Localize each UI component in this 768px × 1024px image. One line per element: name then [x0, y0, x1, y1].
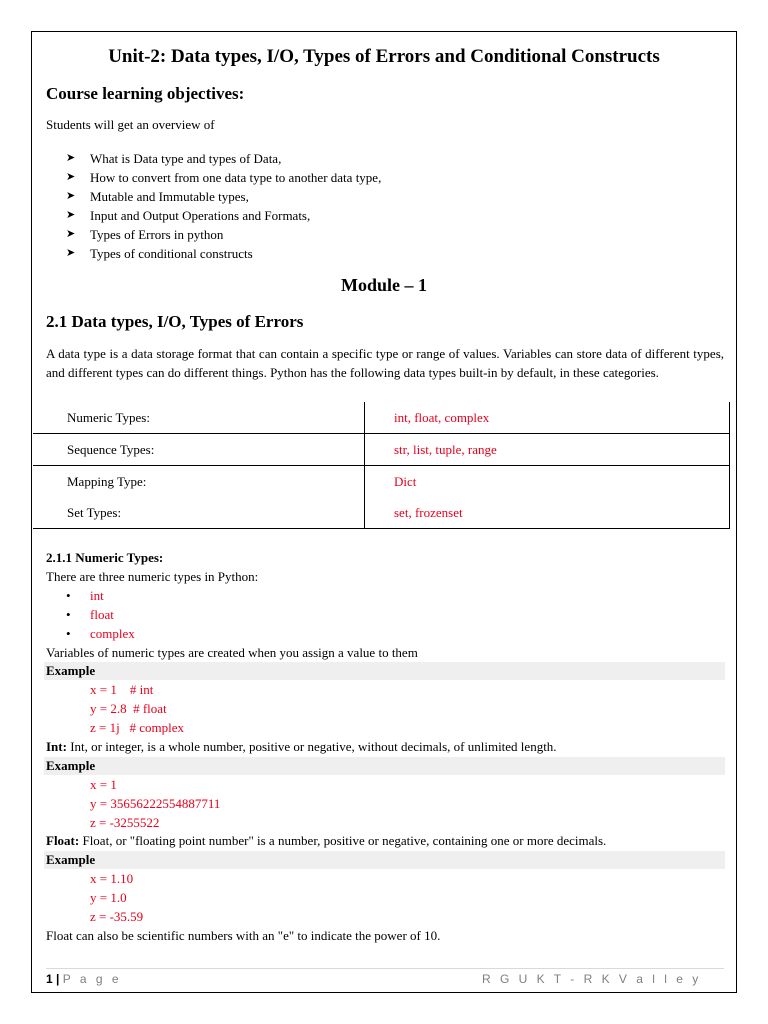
- document-title: Unit-2: Data types, I/O, Types of Errors and Conditional Constructs: [108, 46, 660, 67]
- list-item: ➤ Mutable and Immutable types,: [66, 189, 249, 204]
- objectives-heading: Course learning objectives:: [46, 84, 245, 103]
- code-line: z = 1j # complex: [90, 720, 184, 735]
- example-label: Example: [44, 662, 725, 680]
- numeric-created-text: Variables of numeric types are created when you assign a value to them: [46, 645, 418, 660]
- code-line: z = -35.59: [90, 909, 144, 924]
- table-row: [33, 466, 730, 498]
- int-description: Int: Int, or integer, is a whole number, positive or negative, without decimals, of unlimited length.: [46, 739, 557, 754]
- module-heading: Module – 1: [340, 275, 427, 295]
- table-cell-category: Mapping Type:: [67, 473, 147, 489]
- objectives-list: [66, 149, 381, 263]
- table-row: [33, 402, 730, 434]
- numeric-intro: There are three numeric types in Python:: [46, 569, 259, 584]
- footer-page-number: 1 | P a g e: [46, 972, 122, 986]
- arrow-bullet-icon: ➤: [66, 228, 76, 240]
- list-item: • int: [66, 588, 104, 603]
- table-row: [33, 497, 730, 529]
- scientific-note: Float can also be scientific numbers with an "e" to indicate the power of 10.: [46, 928, 441, 943]
- table-cell-types: str, list, tuple, range: [365, 434, 730, 466]
- objectives-intro: Students will get an overview of: [46, 117, 215, 132]
- list-item: ➤ Types of conditional constructs: [66, 246, 253, 261]
- table-cell-category: Set Types:: [33, 497, 365, 529]
- arrow-bullet-icon: ➤: [66, 152, 76, 164]
- arrow-bullet-icon: ➤: [66, 247, 76, 259]
- numeric-types-list: [66, 586, 135, 643]
- table-cell-category: Numeric Types:: [33, 402, 365, 434]
- arrow-bullet-icon: ➤: [66, 190, 76, 202]
- float-description: Float: Float, or "floating point number" is a number, positive or negative, containing one or more decimals.: [46, 833, 607, 848]
- table-row: [33, 434, 730, 466]
- list-item: • float: [66, 607, 114, 622]
- example-label: Example: [44, 851, 725, 869]
- list-item: ➤ Input and Output Operations and Formats,: [66, 208, 311, 223]
- table-cell-types: Dict: [365, 466, 730, 498]
- list-item: ➤ Types of Errors in python: [66, 227, 224, 242]
- section-paragraph: A data type is a data storage format that can contain a specific type or range of values. Variables can store data of different types, and different types can do different things. Python has the following data types built-in by default, in these categories.: [46, 346, 724, 380]
- code-line: x = 1: [90, 777, 117, 792]
- table-cell-category: Sequence Types:: [33, 434, 365, 466]
- code-line: x = 1 # int: [90, 682, 154, 697]
- code-line: y = 1.0: [90, 890, 127, 905]
- list-item: ➤ What is Data type and types of Data,: [66, 151, 282, 166]
- example-label: Example: [44, 757, 725, 775]
- bullet-icon: •: [66, 607, 71, 622]
- data-types-table: [33, 402, 730, 529]
- bullet-icon: •: [66, 588, 71, 603]
- code-line: x = 1.10: [90, 871, 134, 886]
- table-cell-types: set, frozenset: [365, 497, 730, 529]
- list-item: ➤ How to convert from one data type to another data type,: [66, 170, 382, 185]
- arrow-bullet-icon: ➤: [66, 171, 76, 183]
- table-cell-types: int, float, complex: [365, 402, 730, 434]
- bullet-icon: •: [66, 626, 71, 641]
- section-heading: 2.1 Data types, I/O, Types of Errors: [46, 312, 304, 331]
- footer-divider: [46, 968, 724, 969]
- list-item: • complex: [66, 626, 135, 641]
- numeric-heading: 2.1.1 Numeric Types:: [46, 550, 164, 565]
- code-line: y = 35656222554887711: [90, 796, 221, 811]
- arrow-bullet-icon: ➤: [66, 209, 76, 221]
- code-line: z = -3255522: [90, 815, 160, 830]
- code-line: y = 2.8 # float: [90, 701, 167, 716]
- footer-org: R G U K T - R K V a l l e y: [482, 972, 702, 986]
